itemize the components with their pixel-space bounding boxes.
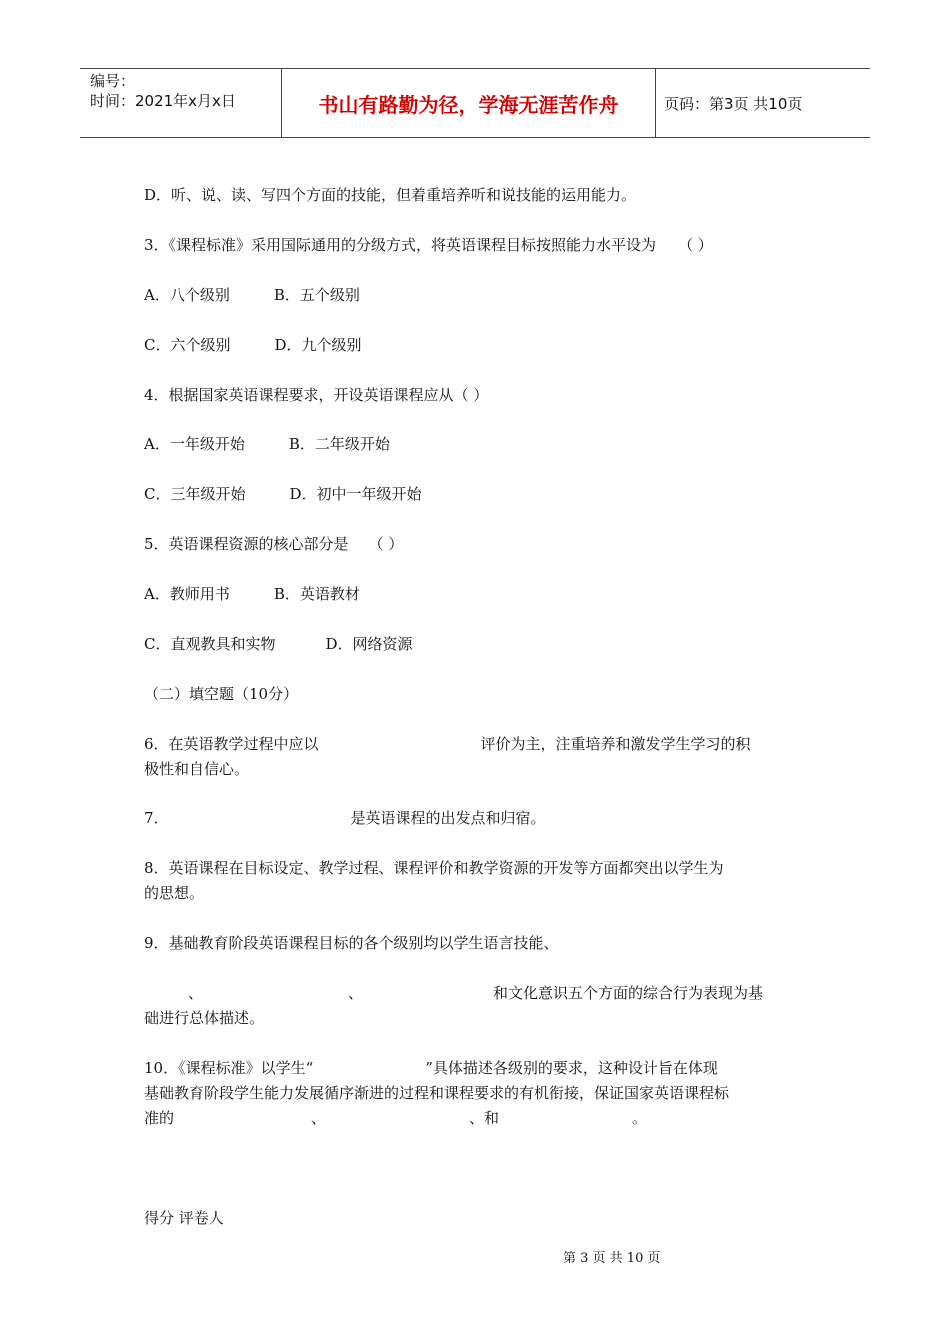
q7-num: 7．: [144, 809, 169, 827]
q10-line3-b: 、: [311, 1109, 327, 1127]
q5-option-b: B．英语教材: [273, 585, 360, 603]
header-motto-cell: [281, 69, 656, 137]
q10-line3-a: 准的: [144, 1109, 175, 1127]
q9-sep1: 、: [188, 984, 204, 1002]
header-meta: [80, 69, 281, 137]
q10-part2: ”具体描述各级别的要求，这种设计旨在体现: [425, 1059, 718, 1077]
q4-option-a: A．一年级开始: [144, 435, 245, 453]
q9-line2: [144, 981, 763, 1005]
q3-stem-line: [144, 233, 713, 257]
q5-option-a: A．教师用书: [144, 585, 230, 603]
q9-line1: 9．基础教育阶段英语课程目标的各个级别均以学生语言技能、: [144, 934, 559, 952]
page-label: 页码：第3页 共10页: [664, 94, 803, 113]
q10-line2: 基础教育阶段学生能力发展循序渐进的过程和课程要求的有机衔接，保证国家英语课程标: [144, 1084, 730, 1102]
q3-paren: （ ）: [678, 236, 713, 254]
number-label: 编号：: [90, 72, 136, 90]
q6-line1: [144, 732, 751, 756]
q4-options-cd: [144, 482, 422, 506]
q4-option-d: D．初中一年级开始: [289, 485, 422, 503]
section-title: （二）填空题（10分）: [144, 685, 299, 703]
q5-stem-line: [144, 532, 403, 556]
q5-paren: （ ）: [368, 535, 404, 553]
q5-option-c: C．直观教具和实物: [144, 635, 276, 653]
q3-options-cd: [144, 333, 362, 357]
q4-option-c: C．三年级开始: [144, 485, 246, 503]
q10-line3-c: 、和: [469, 1109, 500, 1127]
q6-part3: 极性和自信心。: [144, 760, 250, 778]
q8-line2: 的思想。: [144, 884, 205, 902]
q10-line3-d: 。: [632, 1109, 648, 1127]
q5-options-cd: [144, 632, 413, 656]
page-footer: 第 3 页 共 10 页: [563, 1251, 661, 1266]
q10-line3: [144, 1106, 647, 1130]
q3-option-b: B．五个级别: [273, 286, 360, 304]
q6-part2: 评价为主，注重培养和激发学生学习的积: [480, 735, 751, 753]
header-page-cell: [655, 69, 870, 137]
q5-option-d: D．网络资源: [325, 635, 413, 653]
q3-option-a: A．八个级别: [144, 286, 230, 304]
q5-options-ab: [144, 582, 360, 606]
date-label: 时间：2021年x月x日: [90, 92, 236, 110]
q7-text: 是英语课程的出发点和归宿。: [350, 809, 546, 827]
motto: 书山有路勤为径，学海无涯苦作舟: [318, 92, 619, 117]
q4-options-ab: [144, 432, 390, 456]
q10-part1: 10．《课程标准》以学生“: [144, 1059, 314, 1077]
q9-line3: 础进行总体描述。: [144, 1009, 265, 1027]
q10-line1: [144, 1056, 718, 1080]
score-label: 得分 评卷人: [144, 1209, 224, 1227]
page-header: [80, 68, 870, 138]
q5-stem: 5．英语课程资源的核心部分是: [144, 535, 349, 553]
q3-option-c: C．六个级别: [144, 336, 231, 354]
q2-option-d: D．听、说、读、写四个方面的技能，但着重培养听和说技能的运用能力。: [144, 186, 637, 204]
q7-line: [144, 806, 546, 830]
q8-line1: 8．英语课程在目标设定、教学过程、课程评价和教学资源的开发等方面都突出以学生为: [144, 859, 724, 877]
q3-options-ab: [144, 283, 360, 307]
q9-sep2: 、: [348, 984, 364, 1002]
q6-part1: 6．在英语教学过程中应以: [144, 735, 319, 753]
q4-option-b: B．二年级开始: [288, 435, 390, 453]
q3-stem: 3．《课程标准》采用国际通用的分级方式，将英语课程目标按照能力水平设为: [144, 236, 657, 254]
q3-option-d: D．九个级别: [274, 336, 362, 354]
q4-stem: 4．根据国家英语课程要求，开设英语课程应从（ ）: [144, 386, 489, 404]
q9-text: 和文化意识五个方面的综合行为表现为基: [493, 984, 764, 1002]
